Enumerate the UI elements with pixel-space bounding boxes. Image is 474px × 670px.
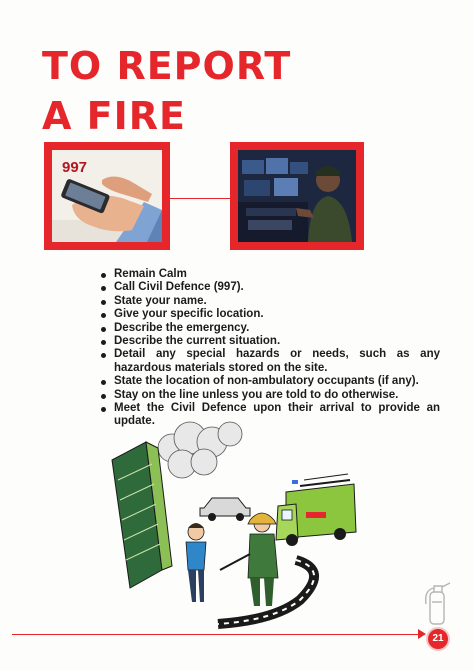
smartphone-photo xyxy=(52,150,162,242)
list-item: Stay on the line unless you are told to do otherwise. xyxy=(98,389,440,402)
photo-connector-line xyxy=(170,198,230,199)
list-item: State the location of non-ambulatory occupants (if any). xyxy=(98,375,440,388)
list-item: Give your specific location. xyxy=(98,308,440,321)
dispatch-operator-photo xyxy=(238,150,356,242)
phone-photo-frame xyxy=(44,142,170,250)
list-item: Meet the Civil Defence upon their arrival to provide an update. xyxy=(98,402,440,429)
list-item: Describe the current situation. xyxy=(98,335,440,348)
list-item: State your name. xyxy=(98,295,440,308)
page-number-badge: 21 xyxy=(426,627,450,651)
page-title-line-1: TO REPORT xyxy=(42,44,292,88)
fire-scene-illustration xyxy=(100,420,370,630)
phone-number-label: 997 xyxy=(62,159,88,176)
fire-extinguisher-icon xyxy=(420,578,454,628)
list-item: Describe the emergency. xyxy=(98,322,440,335)
reporting-steps-list xyxy=(98,268,440,429)
list-item: Call Civil Defence (997). xyxy=(98,281,440,294)
list-item: Detail any special hazards or needs, such as any hazardous materials stored on the site. xyxy=(98,348,440,375)
footer-arrow-icon xyxy=(418,629,426,639)
page-title-line-2: A FIRE xyxy=(42,94,186,138)
list-item: Remain Calm xyxy=(98,268,440,281)
footer-rule xyxy=(12,634,424,635)
dispatch-photo-frame xyxy=(230,142,364,250)
